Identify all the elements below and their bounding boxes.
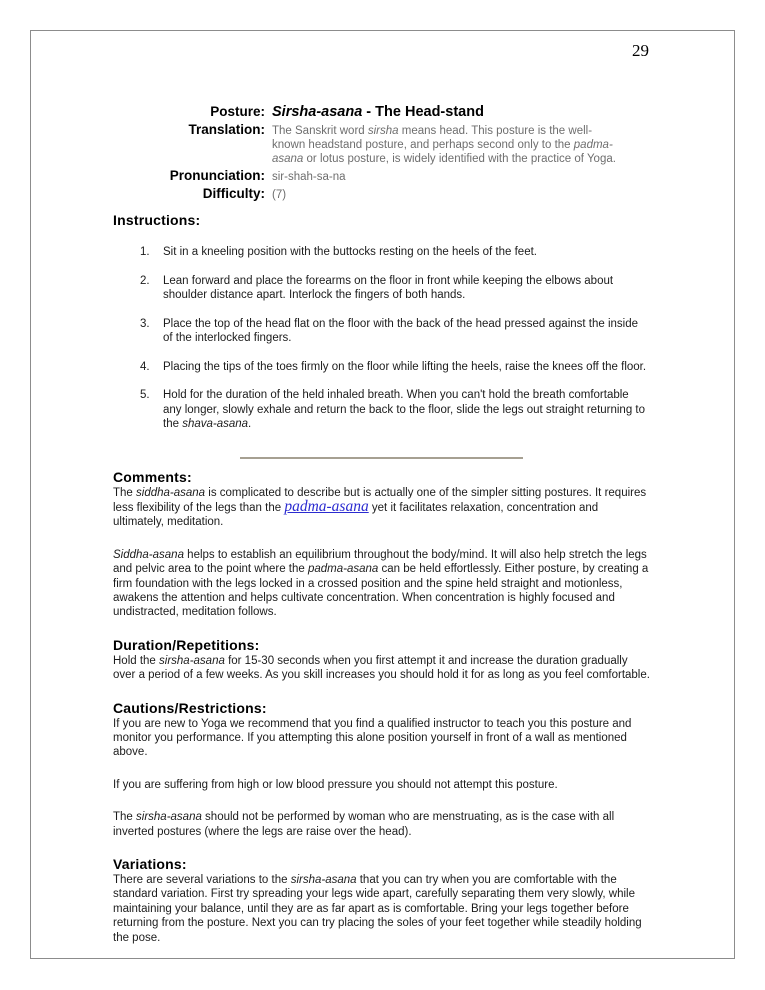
text-segment: can be held effortlessly. Either posture, by creating a firm foundation with the legs locked in a crossed position and the spine held straight and motionless, awakens the attention and helps cultivate concentration. When concentration is highly focused and undistracted, meditation follows. — [113, 563, 649, 619]
variations-heading: Variations: — [113, 856, 187, 872]
text-segment: should not be performed by woman who are menstruating, as is the case with all inverted postures (where the legs are raise over the head). — [113, 811, 615, 838]
text-segment: Lean forward and place the forearms on the floor in front while keeping the elbows about shoulder distance apart. Interlock the fingers of both hands. — [163, 274, 614, 301]
text-segment: sirsha-asana — [290, 874, 357, 886]
text-segment: siddha-asana — [136, 486, 206, 499]
posture-label: Posture: — [210, 104, 265, 119]
instruction-step-2 — [113, 274, 650, 303]
posture-title — [272, 104, 624, 120]
text-segment: helps to establish an equilibrium throughout the body/mind. It will also help stretch the legs and pelvic area to the point where the — [113, 548, 647, 576]
text-segment: or lotus posture, is widely identified with the practice of Yoga. — [303, 153, 616, 165]
translation-text — [272, 124, 624, 166]
duration-paragraph — [113, 654, 650, 683]
text-segment: - The Head-stand — [362, 104, 484, 120]
text-segment: Sit in a kneeling position with the buttocks resting on the heels of the feet. — [163, 246, 537, 258]
text-segment: The — [113, 486, 137, 499]
text-segment: Hold for the duration of the held inhaled breath. When you can't hold the breath comfortable any longer, slowly exhale and return the back to the floor, slide the legs out straight returning to the — [163, 389, 646, 430]
cautions-heading: Cautions/Restrictions: — [113, 699, 267, 716]
comments-paragraph-2 — [113, 548, 650, 620]
pronunciation-row — [113, 168, 650, 184]
text-segment: . — [248, 418, 252, 430]
cautions-paragraph-1 — [113, 717, 650, 760]
padma-asana-link[interactable]: padma-asana — [284, 497, 369, 515]
text-segment: There are several variations to the — [113, 874, 291, 886]
comments-heading: Comments: — [113, 468, 192, 485]
translation-row — [113, 122, 650, 166]
text-segment: The Sanskrit word — [272, 125, 368, 137]
posture-row — [113, 104, 650, 120]
difficulty-text: (7) — [272, 189, 287, 201]
text-segment: means head. This posture is the well-known headstand posture, and perhaps second only to the — [272, 125, 593, 151]
instructions-heading: Instructions: — [113, 212, 201, 228]
text-segment: is complicated to describe but is actually one of the simpler sitting postures. It requires less flexibility of the legs than the — [113, 486, 647, 514]
page-number: 29 — [632, 41, 649, 60]
pronunciation-label: Pronunciation: — [169, 168, 265, 183]
cautions-paragraph-2 — [113, 778, 650, 792]
text-segment: padma-asana — [272, 139, 613, 165]
section-divider — [240, 457, 523, 459]
pronunciation-text: sir-shah-sa-na — [272, 171, 346, 183]
instructions-list — [113, 245, 650, 432]
text-segment: Place the top of the head flat on the floor with the back of the head pressed against the inside of the interlocked fingers. — [163, 317, 639, 344]
comments-paragraph-1 — [113, 486, 650, 530]
text-segment: shava-asana — [182, 418, 249, 430]
text-segment: If you are suffering from high or low blood pressure you should not attempt this posture. — [113, 778, 558, 791]
text-segment: yet it facilitates relaxation, concentration and ultimately, meditation. — [113, 501, 599, 529]
text-segment: for 15-30 seconds when you first attempt it and increase the duration gradually over a period of a few weeks. As you skill increases you should hold it for as long as you feel comfortable. — [113, 654, 650, 682]
text-segment: The — [113, 811, 137, 824]
duration-heading: Duration/Repetitions: — [113, 636, 260, 653]
text-segment: padma-asana — [308, 563, 379, 576]
text-segment: Siddha-asana — [113, 548, 184, 561]
instruction-step-4 — [113, 360, 650, 375]
instruction-step-3 — [113, 317, 650, 346]
text-segment: Hold the — [113, 654, 160, 667]
text-segment: sirsha — [367, 125, 399, 137]
text-segment: sirsha-asana — [159, 654, 225, 667]
page-content — [113, 104, 650, 945]
translation-label: Translation: — [188, 122, 265, 137]
text-segment: If you are new to Yoga we recommend that you find a qualified instructor to teach you this posture and monitor you performance. If you attempting this alone position yourself in front of a wall as mentioned above. — [113, 717, 632, 759]
difficulty-label: Difficulty: — [202, 186, 265, 201]
text-segment: that you can try when you are comfortable with the standard variation. First try spreading your legs wide apart, carefully separating them very slowly, while maintaining your balance, until they are as far apart as is comfortable. Bring your legs together before returning from the posture. Next you can try placing the soles of your feet together while steadily holding the pose. — [113, 874, 642, 944]
text-segment: Sirsha-asana — [272, 104, 363, 120]
variations-paragraph — [113, 873, 650, 945]
text-segment: sirsha-asana — [136, 811, 202, 824]
posture-header — [113, 104, 650, 202]
cautions-paragraph-3 — [113, 810, 650, 839]
text-segment: Placing the tips of the toes firmly on the floor while lifting the heels, raise the knees off the floor. — [163, 360, 647, 373]
instruction-step-1 — [113, 245, 650, 260]
difficulty-row — [113, 186, 650, 202]
instruction-step-5 — [113, 388, 650, 432]
